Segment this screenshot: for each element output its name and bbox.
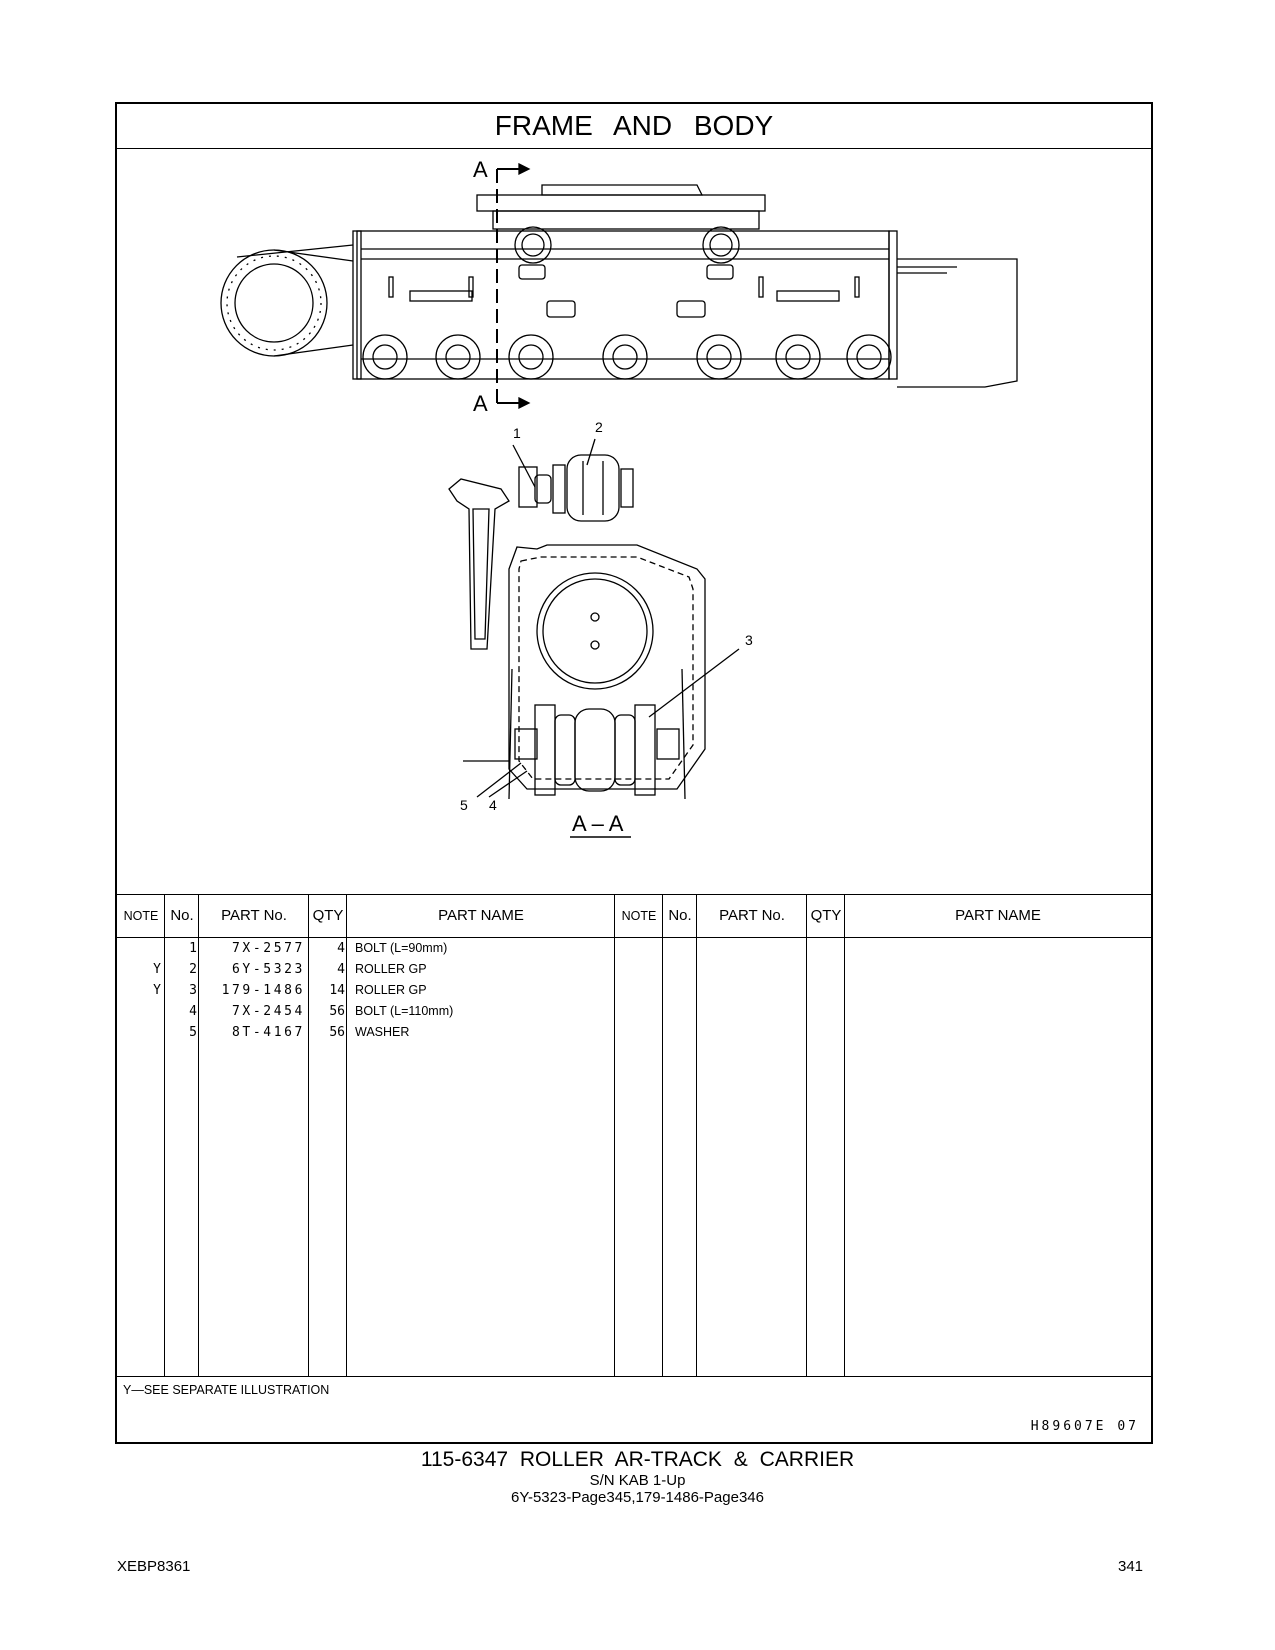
table-row	[117, 1001, 1151, 1022]
table-row	[117, 980, 1151, 1001]
section-title: FRAME AND BODY	[117, 104, 1151, 149]
callout-4: 4	[489, 797, 497, 813]
page-references: 6Y-5323-Page345,179-1486-Page346	[510, 1489, 764, 1506]
table-row	[117, 938, 1151, 959]
document-id: XEBP8361	[117, 1558, 191, 1575]
callout-1: 1	[513, 425, 521, 441]
parts-table-body	[117, 938, 1151, 1376]
row-qty: 56	[329, 1004, 345, 1019]
header-no-left: No.	[170, 907, 194, 924]
callout-5: 5	[460, 797, 468, 813]
row-part-name: BOLT (L=110mm)	[355, 1004, 454, 1018]
row-qty: 56	[329, 1025, 345, 1040]
row-note: Y	[153, 983, 161, 998]
callout-2: 2	[595, 419, 603, 435]
header-part-name-right: PART NAME	[955, 907, 1041, 924]
section-view-label: A – A	[572, 811, 624, 836]
row-part-name: ROLLER GP	[355, 962, 427, 976]
header-qty-right: QTY	[810, 907, 842, 924]
section-a-a-view	[449, 439, 739, 799]
table-footer	[117, 1376, 1151, 1442]
table-row	[117, 1022, 1151, 1043]
row-part-name: WASHER	[355, 1025, 410, 1039]
parts-sheet-frame	[115, 102, 1153, 1444]
header-no-right: No.	[668, 907, 692, 924]
row-part-no: 6Y-5323	[232, 962, 305, 977]
section-marker-bottom: A	[473, 391, 488, 416]
row-part-no: 8T-4167	[232, 1025, 305, 1040]
footnote: Y—SEE SEPARATE ILLUSTRATION	[123, 1383, 330, 1397]
row-qty: 4	[337, 962, 345, 977]
header-part-no-right: PART No.	[719, 907, 785, 924]
row-item-no: 2	[189, 962, 197, 977]
track-roller-drawing	[117, 149, 1151, 894]
row-part-name: BOLT (L=90mm)	[355, 941, 448, 955]
header-part-no-left: PART No.	[221, 907, 287, 924]
row-note: Y	[153, 962, 161, 977]
parts-table-header	[117, 894, 1151, 938]
track-frame-side-view	[221, 164, 1017, 408]
assembly-title: 115-6347 ROLLER AR-TRACK & CARRIER	[420, 1448, 855, 1471]
row-part-name: ROLLER GP	[355, 983, 427, 997]
parts-illustration	[117, 149, 1151, 894]
row-part-no: 7X-2454	[232, 1004, 305, 1019]
header-note-right: NOTE	[621, 909, 657, 923]
callout-3: 3	[745, 632, 753, 648]
row-item-no: 1	[189, 941, 197, 956]
drawing-code: H89607E 07	[1030, 1419, 1139, 1434]
header-part-name-left: PART NAME	[438, 907, 524, 924]
header-qty-left: QTY	[312, 907, 344, 924]
row-item-no: 3	[189, 983, 197, 998]
table-row	[117, 959, 1151, 980]
row-part-no: 7X-2577	[232, 941, 305, 956]
row-item-no: 4	[189, 1004, 197, 1019]
page-number: 341	[1118, 1558, 1144, 1575]
track-rollers	[363, 335, 891, 379]
row-qty: 4	[337, 941, 345, 956]
section-marker-top: A	[473, 157, 488, 182]
row-part-no: 179-1486	[221, 983, 305, 998]
serial-range: S/N KAB 1-Up	[589, 1472, 686, 1489]
row-qty: 14	[329, 983, 345, 998]
header-note-left: NOTE	[123, 909, 159, 923]
row-item-no: 5	[189, 1025, 197, 1040]
